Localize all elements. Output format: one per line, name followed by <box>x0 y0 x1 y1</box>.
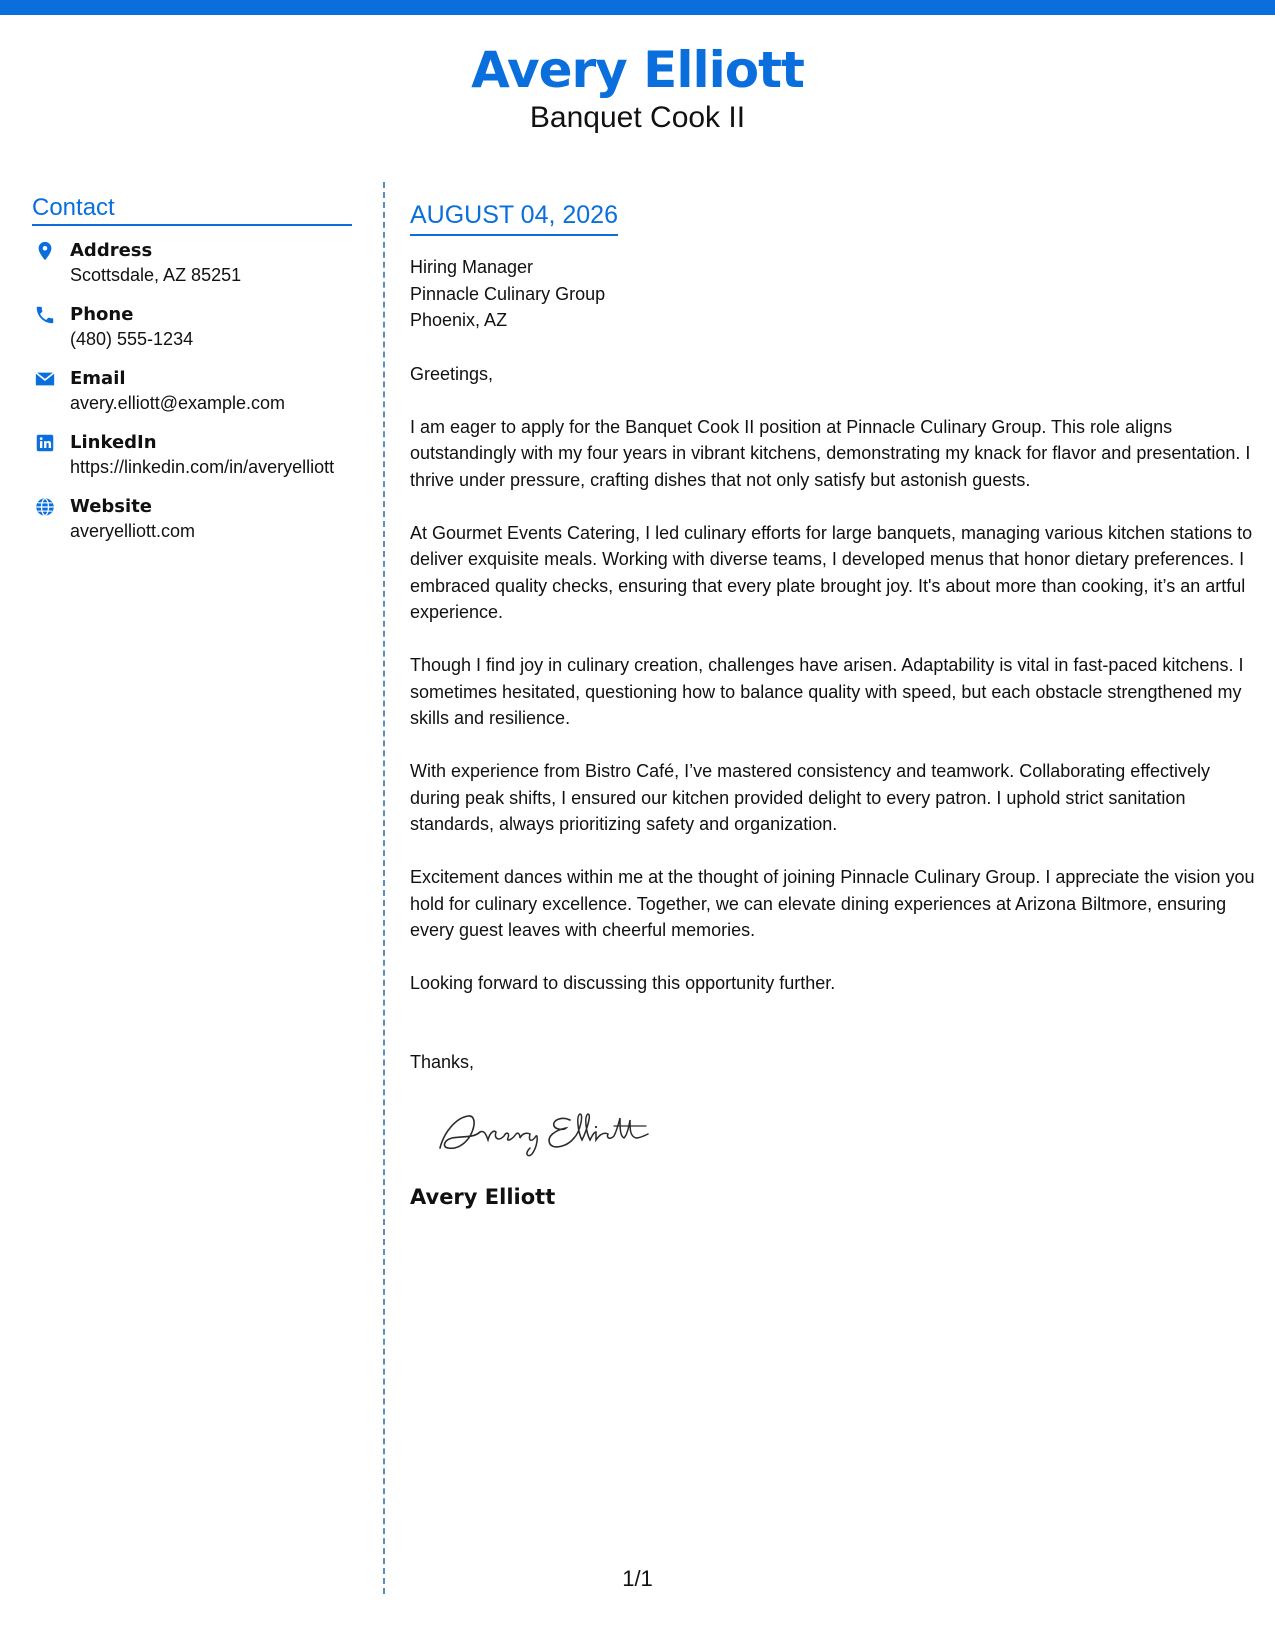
contact-label: LinkedIn <box>70 432 157 453</box>
contact-item-phone <box>32 302 352 352</box>
contact-item-email <box>32 366 352 416</box>
linkedin-icon <box>34 432 56 454</box>
phone-icon <box>34 304 56 326</box>
signature-image <box>434 1102 664 1162</box>
contact-heading: Contact <box>32 192 352 226</box>
body-paragraph: Excitement dances within me at the thought of joining Pinnacle Culinary Group. I appreciate the vision you hold for culinary excellence. Together, we can elevate dining experiences at Arizona Biltmore, ensuring every guest leaves with cheerful memories. <box>410 867 1255 940</box>
signer-name: Avery Elliott <box>410 1184 556 1209</box>
letter-header <box>0 40 1275 136</box>
body-paragraph: I am eager to apply for the Banquet Cook II position at Pinnacle Culinary Group. This role aligns outstandingly with my four years in vibrant kitchens, demonstrating my knack for flavor and presentation. I thrive under pressure, crafting dishes that not only satisfy but astonish guests. <box>410 416 1251 490</box>
website-value[interactable]: averyelliott.com <box>70 521 196 541</box>
letter-body <box>410 198 1255 1212</box>
contact-item-address <box>32 238 352 288</box>
recipient-block <box>410 254 1255 334</box>
applicant-name: Avery Elliott <box>471 41 804 99</box>
contact-label: Website <box>70 496 153 517</box>
top-accent-bar <box>0 0 1275 15</box>
contact-item-website <box>32 494 352 544</box>
address-value: Scottsdale, AZ 85251 <box>70 265 242 285</box>
contact-item-linkedin <box>32 430 352 480</box>
contact-label: Address <box>70 240 153 261</box>
linkedin-value[interactable]: https://linkedin.com/in/averyelliott <box>70 457 335 477</box>
envelope-icon <box>34 368 56 390</box>
contact-label: Phone <box>70 304 134 325</box>
body-paragraph: With experience from Bistro Café, I’ve mastered consistency and teamwork. Collaborating effectively during peak shifts, I ensured our kitchen provided delight to every patron. I uphold strict sanitation standards, always prioritizing safety and organization. <box>410 761 1211 834</box>
greeting: Greetings, <box>410 363 494 384</box>
contact-sidebar <box>32 192 352 558</box>
contact-label: Email <box>70 368 126 389</box>
phone-value: (480) 555-1234 <box>70 329 194 349</box>
body-paragraph: Looking forward to discussing this opportunity further. <box>410 973 836 993</box>
map-pin-icon <box>34 240 56 262</box>
body-paragraph: Though I find joy in culinary creation, challenges have arisen. Adaptability is vital in fast-paced kitchens. I sometimes hesitated, questioning how to balance quality with speed, but each obstacle strengthened my skills and resilience. <box>410 655 1244 728</box>
job-title: Banquet Cook II <box>529 101 746 134</box>
column-divider <box>383 182 385 1594</box>
handwritten-signature <box>434 1102 1255 1162</box>
email-value[interactable]: avery.elliott@example.com <box>70 393 286 413</box>
recipient-line: Hiring Manager <box>410 257 534 277</box>
page-number: 1/1 <box>622 1566 653 1591</box>
closing: Thanks, <box>410 1051 475 1072</box>
body-paragraph: At Gourmet Events Catering, I led culinary efforts for large banquets, managing various kitchen stations to deliver exquisite meals. Working with diverse teams, I developed menus that honor dietary preferences. I embraced quality checks, ensuring that every plate brought joy. It's about more than cooking, it’s an artful experience. <box>410 522 1253 622</box>
globe-icon <box>34 496 56 518</box>
recipient-line: Phoenix, AZ <box>410 310 508 330</box>
letter-date: AUGUST 04, 2026 <box>410 198 618 236</box>
recipient-line: Pinnacle Culinary Group <box>410 283 606 304</box>
